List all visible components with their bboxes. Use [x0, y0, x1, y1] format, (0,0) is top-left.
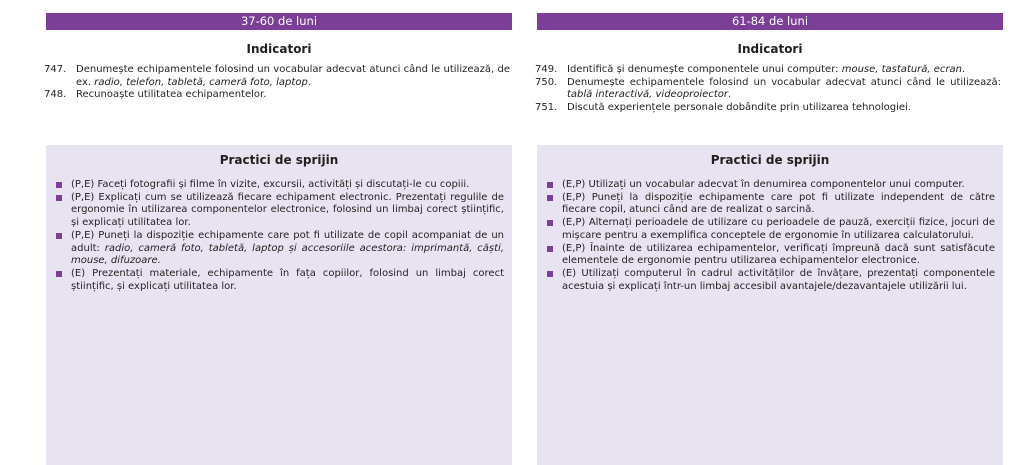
indicators-title: Indicatori — [737, 42, 803, 56]
indicators-list — [537, 64, 1003, 115]
square-bullet-icon — [547, 195, 553, 201]
indicator-item: 750. Denumește echipamentele folosind un vocabular adecvat atunci când le utilizează: tablă interactivă, videoproiector. — [535, 76, 1001, 101]
practice-item: (E,P) Alternați perioadele de utilizare cu perioadele de pauză, exerciții fizice, jocuri de mișcare pentru a exemplifica conceptele de ergonomie în utilizarea calculatorului. — [537, 217, 1003, 242]
practice-item: (E) Prezentați materiale, echipamente în fața copiilor, folosind un limbaj corect științific, și explicați utilitatea lor. — [46, 268, 512, 293]
indicator-number: 747. — [44, 64, 67, 75]
practices-title: Practici de sprijin — [219, 153, 339, 167]
practice-item: (E,P) Puneți la dispoziție echipamente care pot fi utilizate independent de către fiecare copil, atunci când are de realizat o sarcină. — [537, 192, 1003, 217]
square-bullet-icon — [56, 271, 62, 277]
age-band-header: 37-60 de luni — [46, 13, 512, 30]
practices-list — [46, 179, 512, 293]
square-bullet-icon — [547, 246, 553, 252]
square-bullet-icon — [547, 182, 553, 188]
square-bullet-icon — [56, 195, 62, 201]
square-bullet-icon — [56, 182, 62, 188]
indicators-title: Indicatori — [246, 42, 312, 56]
practices-title: Practici de sprijin — [710, 153, 830, 167]
indicator-number: 750. — [535, 76, 558, 88]
indicator-item: 748. Recunoaște utilitatea echipamentelor. — [44, 89, 267, 101]
practice-item: (E) Utilizați computerul în cadrul activităților de învățare, prezentați componentele acestuia și explicați într-un limbaj accesibil avantajele/dezavantajele utilizării lui. — [537, 268, 1003, 293]
left-column — [44, 13, 512, 292]
practice-item: (P,E) Faceți fotografii și filme în vizite, excursii, activități și discutați-le cu copiii. — [46, 179, 512, 192]
right-column — [535, 13, 1003, 292]
indicator-number: 749. — [535, 64, 558, 75]
practice-item: (P,E) Puneți la dispoziție echipamente care pot fi utilizate de copil acompaniat de un adult: radio, cameră foto, tabletă, laptop și accesoriile acestora: imprimantă, căști, mouse, difuzoare. — [46, 230, 512, 268]
square-bullet-icon — [56, 233, 62, 239]
practices-panel — [537, 145, 1003, 465]
indicator-number: 748. — [44, 89, 67, 101]
indicator-item: 751. Discută experiențele personale dobândite prin utilizarea tehnologiei. — [535, 102, 911, 114]
practices-list — [537, 179, 1003, 293]
indicator-item: 747. Denumește echipamentele folosind un vocabular adecvat atunci când le utilizează, de ex. radio, telefon, tabletă, cameră foto, laptop. — [44, 64, 510, 88]
practices-panel — [46, 145, 512, 465]
indicator-item: 749. Identifică și denumește componentele unui computer: mouse, tastatură, ecran. — [535, 64, 966, 75]
indicator-number: 751. — [535, 102, 558, 114]
practice-item: (P,E) Explicați cum se utilizează fiecare echipament electronic. Prezentați regulile de ergonomie în utilizarea componentelor electronice, folosind un limbaj corect științific, și explicați utilitatea lor. — [46, 192, 512, 230]
indicators-list — [46, 64, 512, 102]
practice-item: (E,P) Înainte de utilizarea echipamentelor, verificați împreună dacă sunt satisfăcute elementele de ergonomie pentru utilizarea echipamentelor electronice. — [537, 243, 1003, 268]
square-bullet-icon — [547, 271, 553, 277]
age-band-header: 61-84 de luni — [537, 13, 1003, 30]
square-bullet-icon — [547, 220, 553, 226]
practice-item: (E,P) Utilizați un vocabular adecvat în denumirea componentelor unui computer. — [537, 179, 1003, 192]
